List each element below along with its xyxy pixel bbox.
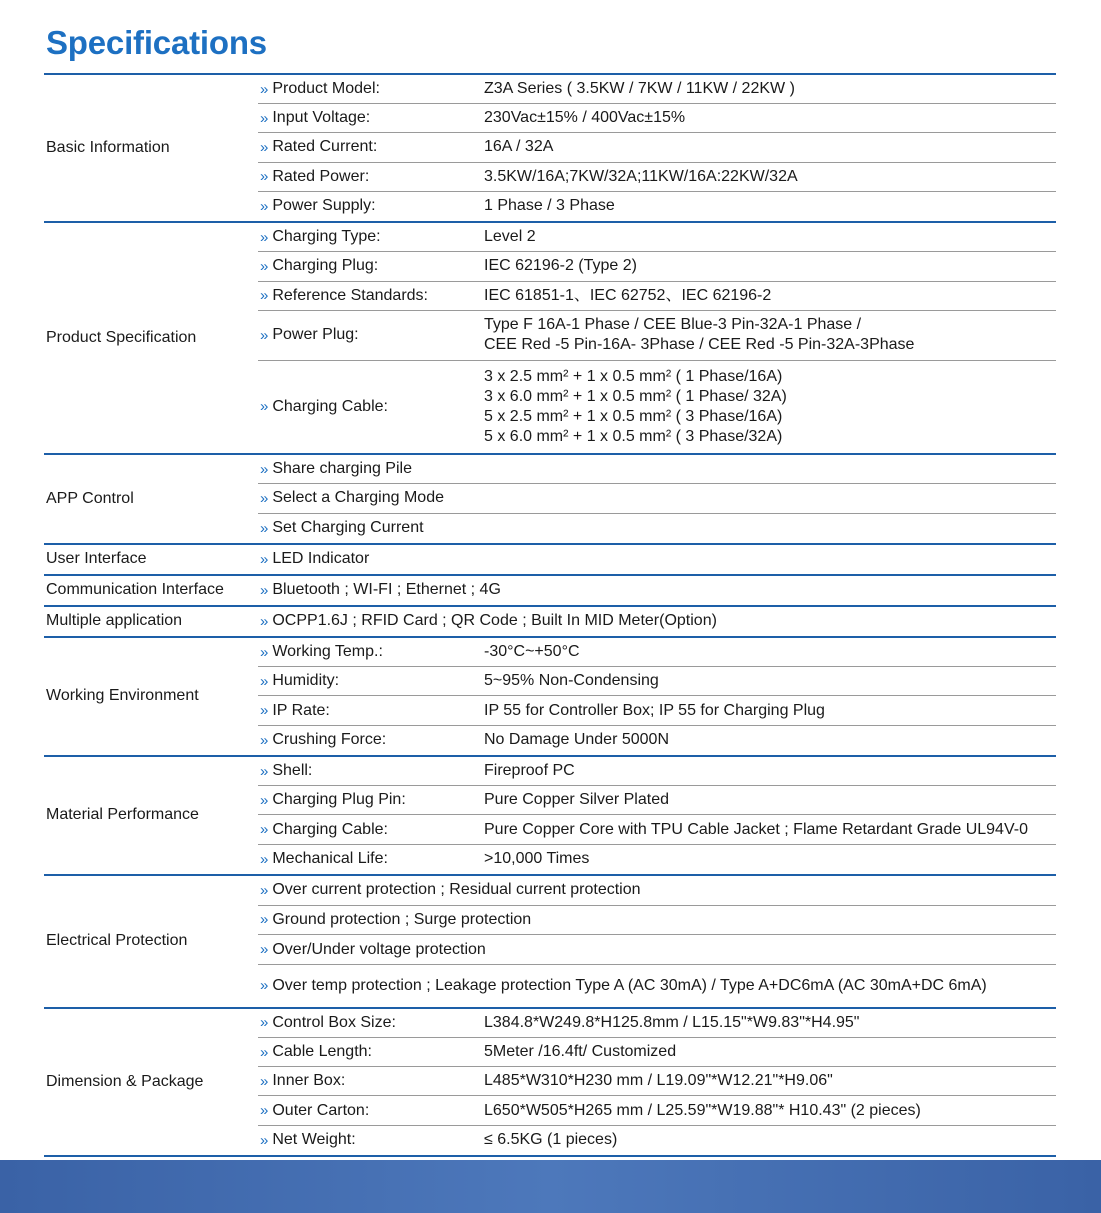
spec-value-line: Pure Copper Silver Plated <box>484 791 669 809</box>
chevron-right-icon: » <box>260 287 269 305</box>
spec-value-line: -30°C~+50°C <box>484 643 580 661</box>
spec-row <box>258 845 1056 874</box>
chevron-right-icon: » <box>260 326 269 344</box>
spec-key-text: Rated Power: <box>272 167 370 185</box>
group-label: Communication Interface <box>46 581 224 599</box>
spec-row <box>258 192 1056 221</box>
spec-group <box>44 455 1056 545</box>
group-label: Multiple application <box>46 612 183 630</box>
spec-row <box>258 1067 1056 1096</box>
spec-group <box>44 876 1056 1009</box>
chevron-right-icon: » <box>260 1043 269 1061</box>
spec-row <box>258 223 1056 252</box>
chevron-right-icon: » <box>260 550 269 568</box>
chevron-right-icon: » <box>260 881 269 899</box>
chevron-right-icon: » <box>260 1131 269 1149</box>
spec-row <box>258 906 1056 936</box>
spec-row <box>258 282 1056 311</box>
spec-key-text: Working Temp.: <box>272 643 383 661</box>
spec-key <box>258 1014 484 1032</box>
spec-key-text: Rated Current: <box>272 138 378 156</box>
spec-key <box>258 398 484 416</box>
spec-value-line: 3.5KW/16A;7KW/32A;11KW/16A:22KW/32A <box>484 167 798 185</box>
spec-value <box>484 227 536 247</box>
spec-value <box>484 1101 921 1121</box>
chevron-right-icon: » <box>260 1072 269 1090</box>
spec-key-text: Inner Box: <box>272 1072 346 1090</box>
group-label: Dimension & Package <box>46 1072 204 1090</box>
chevron-right-icon: » <box>260 911 269 929</box>
group-label: Product Specification <box>46 328 197 346</box>
chevron-right-icon: » <box>260 1014 269 1032</box>
spec-group <box>44 545 1056 576</box>
spec-key <box>258 1131 484 1149</box>
spec-key-text: Charging Cable: <box>272 820 388 838</box>
spec-value-line: Fireproof PC <box>484 762 575 780</box>
spec-value <box>484 79 795 99</box>
spec-key-text: Charging Type: <box>272 228 381 246</box>
spec-key <box>258 228 484 246</box>
spec-row <box>258 1009 1056 1038</box>
spec-row <box>258 455 1056 484</box>
spec-row <box>258 311 1056 361</box>
spec-key <box>258 977 987 995</box>
spec-key-text: Bluetooth ; WI-FI ; Ethernet ; 4G <box>272 581 501 599</box>
spec-row <box>258 1126 1056 1155</box>
spec-row <box>258 484 1056 513</box>
group-label: Working Environment <box>46 687 199 705</box>
spec-key <box>258 1102 484 1120</box>
chevron-right-icon: » <box>260 821 269 839</box>
spec-key-text: Set Charging Current <box>272 519 424 537</box>
group-label: Electrical Protection <box>46 932 188 950</box>
spec-value <box>484 1013 859 1033</box>
chevron-right-icon: » <box>260 672 269 690</box>
spec-key <box>258 881 641 899</box>
chevron-right-icon: » <box>260 1102 269 1120</box>
spec-key-text: Product Model: <box>272 80 380 98</box>
spec-key-text: Crushing Force: <box>272 731 387 749</box>
chevron-right-icon: » <box>260 257 269 275</box>
spec-key-text: Cable Length: <box>272 1043 372 1061</box>
spec-key-text: Input Voltage: <box>272 109 371 127</box>
spec-row <box>258 696 1056 725</box>
spec-value <box>484 137 553 157</box>
chevron-right-icon: » <box>260 702 269 720</box>
spec-value-line: L650*W505*H265 mm / L25.59"*W19.88"* H10.43" (2 pieces) <box>484 1101 921 1119</box>
spec-value-line: IEC 62196-2 (Type 2) <box>484 257 637 275</box>
spec-key <box>258 1043 484 1061</box>
spec-value <box>484 790 669 810</box>
spec-row <box>258 75 1056 104</box>
spec-row <box>258 965 1056 1007</box>
spec-value-line: Pure Copper Core with TPU Cable Jacket ; Flame Retardant Grade UL94V-0 <box>484 820 1028 838</box>
spec-key-text: Over current protection ; Residual current protection <box>272 881 641 899</box>
spec-key-text: Ground protection ; Surge protection <box>272 910 532 928</box>
chevron-right-icon: » <box>260 762 269 780</box>
spec-key <box>258 850 484 868</box>
chevron-right-icon: » <box>260 977 269 995</box>
spec-key <box>258 519 424 537</box>
chevron-right-icon: » <box>260 197 269 215</box>
spec-row <box>258 163 1056 192</box>
spec-row <box>258 361 1056 453</box>
spec-key-text: OCPP1.6J ; RFID Card ; QR Code ; Built In MID Meter(Option) <box>272 612 717 630</box>
spec-value-line: IEC 61851-1、IEC 62752、IEC 62196-2 <box>484 286 772 304</box>
spec-value <box>484 761 575 781</box>
spec-key <box>258 672 484 690</box>
spec-value-line: 5 x 6.0 mm² + 1 x 0.5 mm² ( 3 Phase/32A) <box>484 427 783 445</box>
spec-row <box>258 104 1056 133</box>
spec-value-line: IP 55 for Controller Box; IP 55 for Charging Plug <box>484 701 825 719</box>
spec-group <box>44 607 1056 638</box>
spec-group <box>44 75 1056 223</box>
group-label: APP Control <box>46 489 134 507</box>
spec-row <box>258 815 1056 844</box>
spec-key-text: Charging Cable: <box>272 397 388 415</box>
spec-key <box>258 612 717 630</box>
chevron-right-icon: » <box>260 398 269 416</box>
spec-row <box>258 133 1056 162</box>
spec-value <box>484 642 580 662</box>
spec-row <box>258 607 1056 636</box>
spec-key <box>258 80 484 98</box>
spec-value-line: No Damage Under 5000N <box>484 731 669 749</box>
spec-key-text: Mechanical Life: <box>272 850 388 868</box>
spec-key <box>258 138 484 156</box>
spec-value <box>484 849 589 869</box>
spec-key-text: Over temp protection ; Leakage protection Type A (AC 30mA) / Type A+DC6mA (AC 30mA+DC 6mA) <box>272 976 987 994</box>
spec-key <box>258 702 484 720</box>
group-label: Basic Information <box>46 138 170 156</box>
spec-row <box>258 514 1056 543</box>
spec-key-text: Charging Plug Pin: <box>272 791 406 809</box>
spec-row <box>258 252 1056 281</box>
specifications-table <box>44 73 1056 1157</box>
spec-value-line: 3 x 2.5 mm² + 1 x 0.5 mm² ( 1 Phase/16A) <box>484 367 783 385</box>
chevron-right-icon: » <box>260 941 269 959</box>
spec-value-line: 16A / 32A <box>484 138 554 156</box>
spec-value <box>484 1130 617 1150</box>
spec-value-line: CEE Red -5 Pin-16A- 3Phase / CEE Red -5 Pin-32A-3Phase <box>484 336 915 354</box>
chevron-right-icon: » <box>260 228 269 246</box>
chevron-right-icon: » <box>260 489 269 507</box>
spec-key-text: IP Rate: <box>272 701 330 719</box>
spec-key-text: Humidity: <box>272 672 340 690</box>
spec-key <box>258 168 484 186</box>
spec-key <box>258 731 484 749</box>
spec-key <box>258 257 484 275</box>
spec-value <box>484 1042 676 1062</box>
chevron-right-icon: » <box>260 731 269 749</box>
chevron-right-icon: » <box>260 109 269 127</box>
chevron-right-icon: » <box>260 168 269 186</box>
chevron-right-icon: » <box>260 581 269 599</box>
chevron-right-icon: » <box>260 80 269 98</box>
footer-bar <box>0 1160 1101 1213</box>
spec-group <box>44 757 1056 876</box>
spec-row <box>258 935 1056 965</box>
spec-value-line: Z3A Series ( 3.5KW / 7KW / 11KW / 22KW ) <box>484 80 795 98</box>
chevron-right-icon: » <box>260 791 269 809</box>
spec-value-line: Level 2 <box>484 228 536 246</box>
spec-key <box>258 762 484 780</box>
spec-value <box>484 167 798 187</box>
spec-key <box>258 821 484 839</box>
spec-key <box>258 489 444 507</box>
spec-value-line: 5 x 2.5 mm² + 1 x 0.5 mm² ( 3 Phase/16A) <box>484 407 783 425</box>
spec-value-line: 5Meter /16.4ft/ Customized <box>484 1043 677 1061</box>
spec-row <box>258 757 1056 786</box>
spec-row <box>258 876 1056 906</box>
spec-key-text: Shell: <box>272 762 313 780</box>
spec-key <box>258 941 486 959</box>
spec-value <box>484 256 637 276</box>
spec-group <box>44 1009 1056 1157</box>
spec-row <box>258 638 1056 667</box>
spec-key-text: Net Weight: <box>272 1131 356 1149</box>
spec-row <box>258 667 1056 696</box>
spec-key-text: Charging Plug: <box>272 257 379 275</box>
spec-key <box>258 109 484 127</box>
chevron-right-icon: » <box>260 460 269 478</box>
spec-value-line: >10,000 Times <box>484 850 590 868</box>
spec-value-line: ≤ 6.5KG (1 pieces) <box>484 1131 618 1149</box>
group-label: Material Performance <box>46 806 199 824</box>
spec-value <box>484 108 685 128</box>
spec-value <box>484 286 771 306</box>
spec-key <box>258 550 369 568</box>
spec-row <box>258 726 1056 755</box>
page-title: Specifications <box>46 24 267 61</box>
spec-key <box>258 911 531 929</box>
spec-value-line: 3 x 6.0 mm² + 1 x 0.5 mm² ( 1 Phase/ 32A) <box>484 387 787 405</box>
chevron-right-icon: » <box>260 850 269 868</box>
chevron-right-icon: » <box>260 519 269 537</box>
spec-row <box>258 1038 1056 1067</box>
spec-value <box>484 196 615 216</box>
spec-key <box>258 1072 484 1090</box>
spec-key-text: Over/Under voltage protection <box>272 940 486 958</box>
spec-value-line: Type F 16A-1 Phase / CEE Blue-3 Pin-32A-1 Phase / <box>484 316 862 334</box>
spec-value-line: 1 Phase / 3 Phase <box>484 197 615 215</box>
spec-group <box>44 638 1056 757</box>
spec-key <box>258 791 484 809</box>
spec-row <box>258 786 1056 815</box>
spec-value <box>484 701 825 721</box>
spec-value-line: 230Vac±15% / 400Vac±15% <box>484 109 686 127</box>
spec-value <box>484 367 787 447</box>
spec-value <box>484 1071 833 1091</box>
spec-row <box>258 1096 1056 1125</box>
chevron-right-icon: » <box>260 612 269 630</box>
spec-key <box>258 581 501 599</box>
spec-group <box>44 576 1056 607</box>
spec-key-text: Power Plug: <box>272 326 359 344</box>
spec-key <box>258 197 484 215</box>
spec-value-line: L384.8*W249.8*H125.8mm / L15.15"*W9.83"*H4.95" <box>484 1013 860 1031</box>
spec-key-text: LED Indicator <box>272 550 370 568</box>
spec-key-text: Share charging Pile <box>272 460 412 478</box>
chevron-right-icon: » <box>260 643 269 661</box>
spec-value <box>484 820 1028 840</box>
spec-value <box>484 315 914 355</box>
spec-group <box>44 223 1056 455</box>
spec-key <box>258 326 484 344</box>
spec-value-line: L485*W310*H230 mm / L19.09"*W12.21"*H9.06" <box>484 1072 833 1090</box>
spec-value-line: 5~95% Non-Condensing <box>484 672 659 690</box>
spec-row <box>258 576 1056 605</box>
spec-key-text: Control Box Size: <box>272 1013 396 1031</box>
spec-value <box>484 730 669 750</box>
spec-key <box>258 643 484 661</box>
spec-key <box>258 460 412 478</box>
spec-key-text: Select a Charging Mode <box>272 489 444 507</box>
spec-value <box>484 671 659 691</box>
spec-key-text: Outer Carton: <box>272 1101 370 1119</box>
spec-key <box>258 287 484 305</box>
spec-row <box>258 545 1056 574</box>
chevron-right-icon: » <box>260 138 269 156</box>
group-label: User Interface <box>46 550 147 568</box>
spec-key-text: Reference Standards: <box>272 286 428 304</box>
spec-key-text: Power Supply: <box>272 197 376 215</box>
